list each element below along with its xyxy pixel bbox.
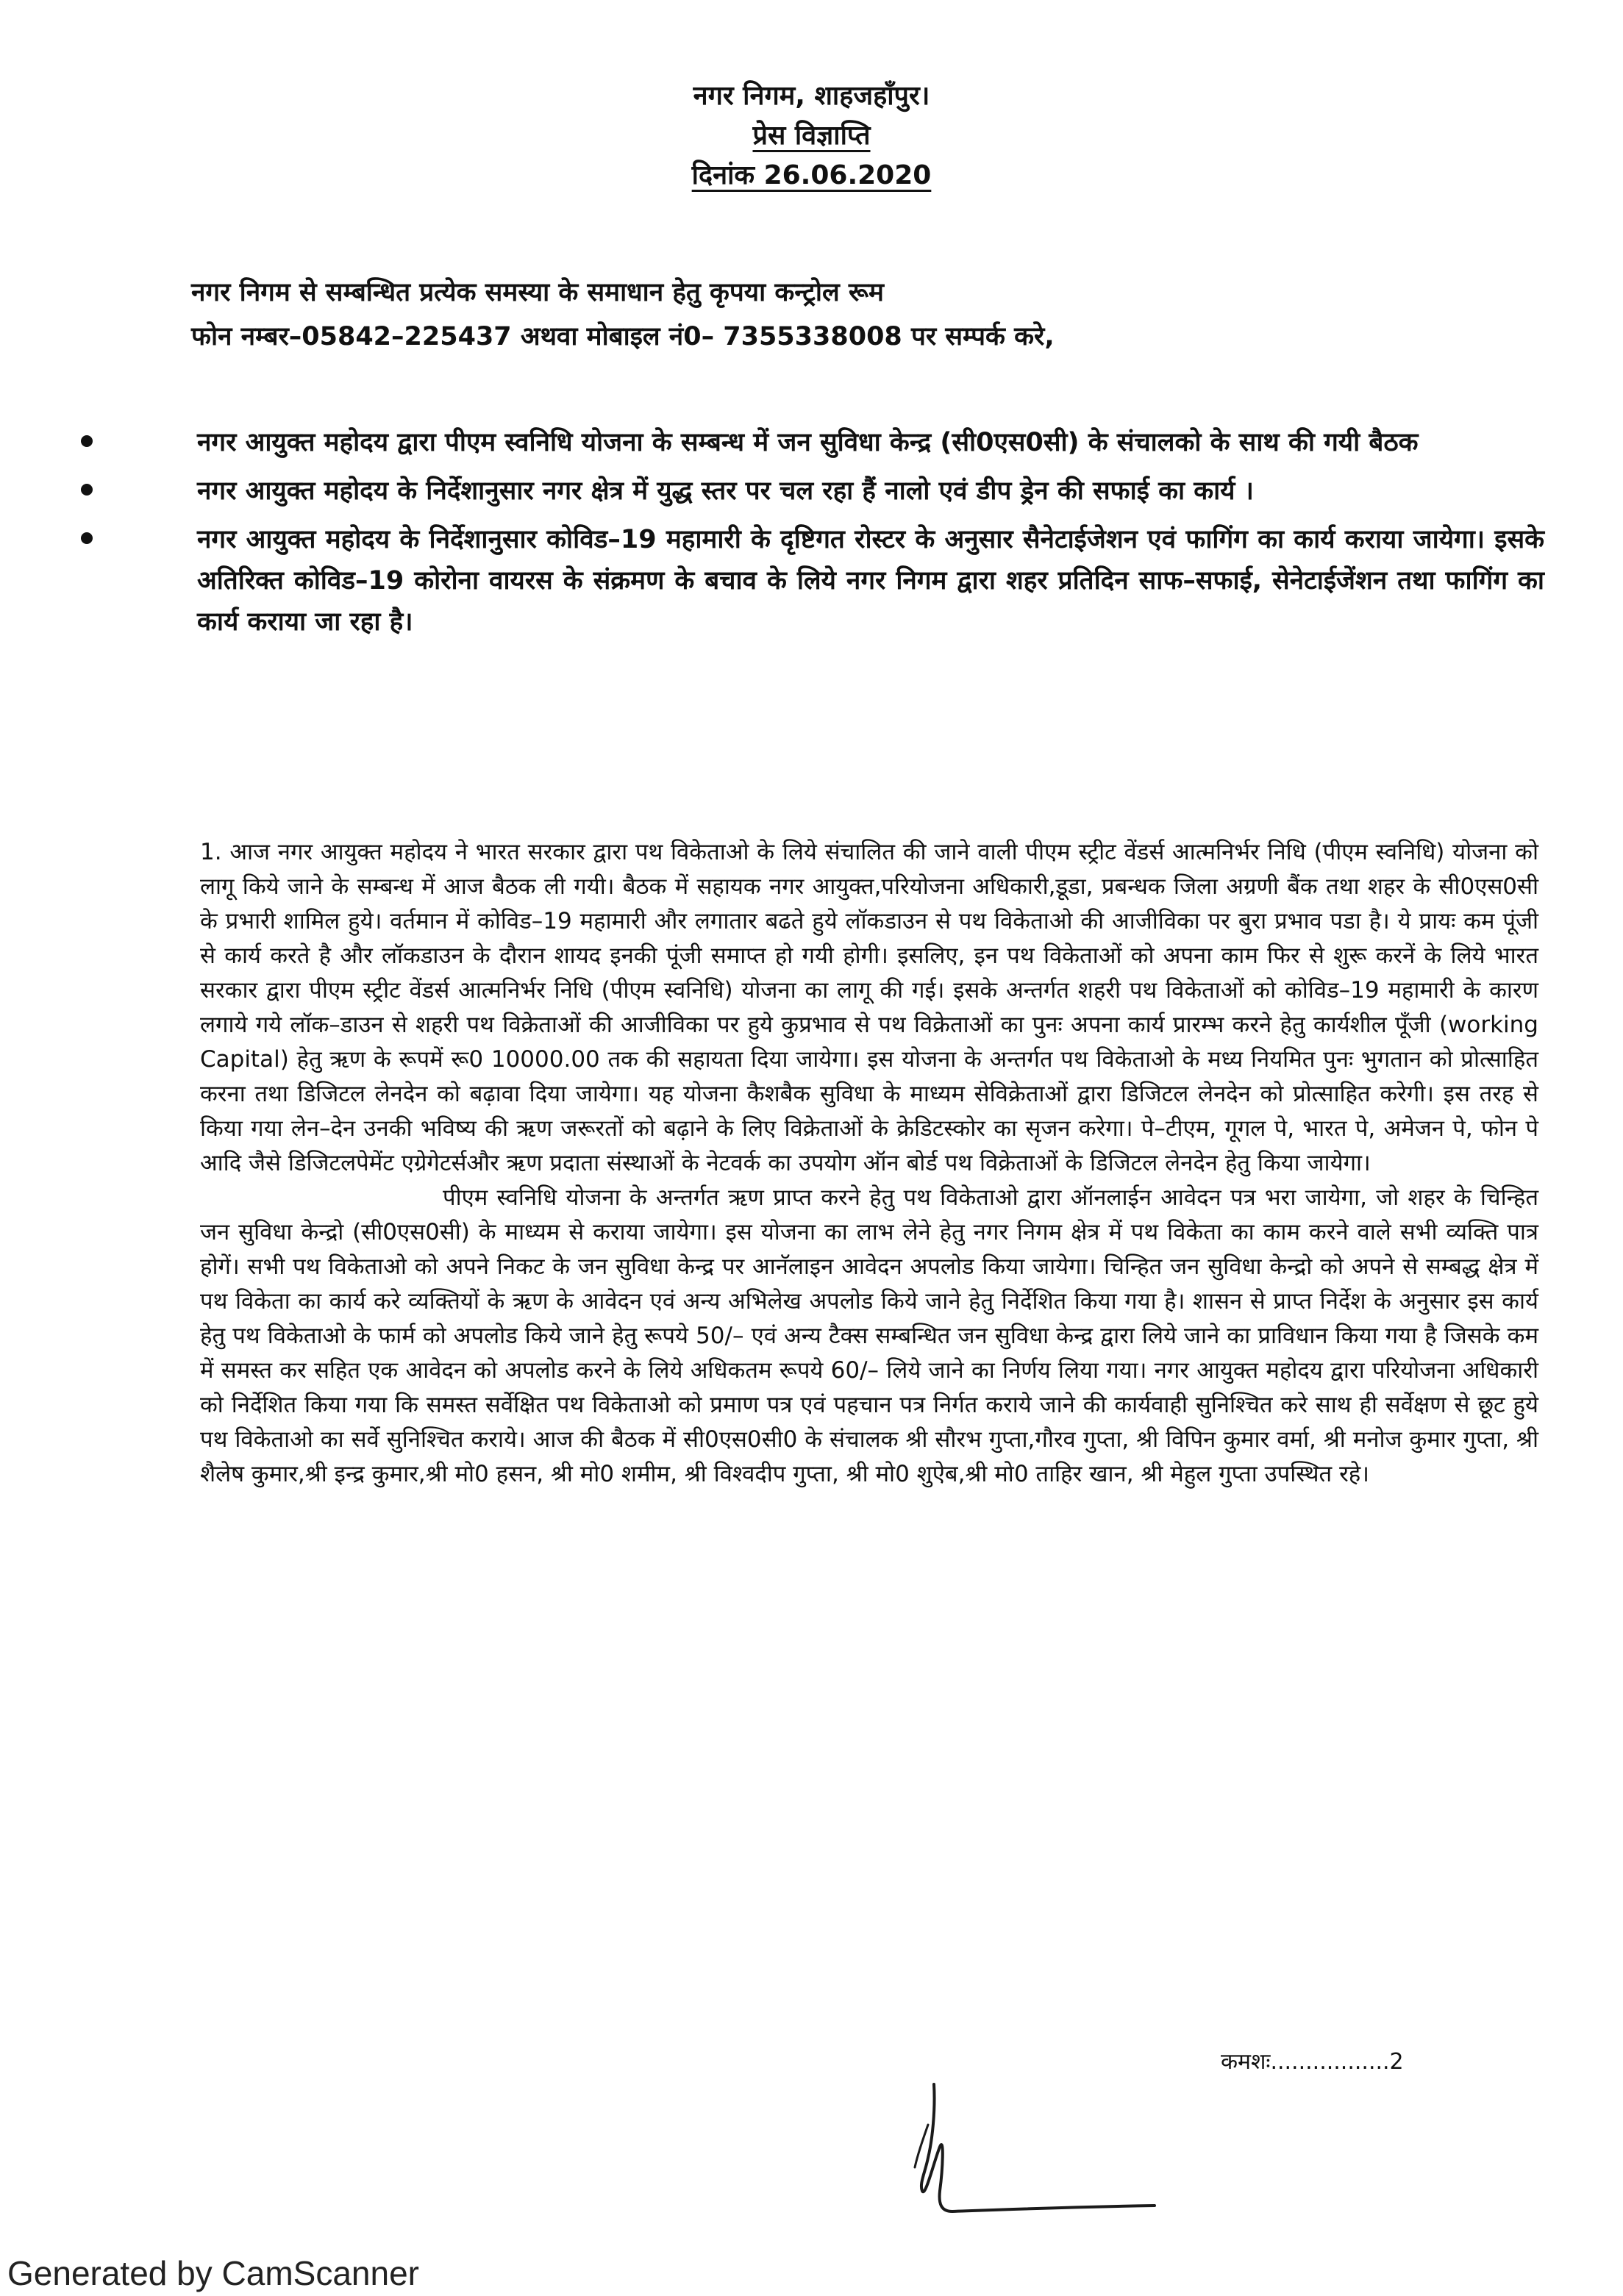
bullet-icon [81,532,93,544]
document-header [0,76,1623,196]
contact-line-1: नगर निगम से सम्बन्धित प्रत्येक समस्या के समाधान हेतु कृपया कन्ट्रोल रूम [191,278,884,307]
body-text [200,835,1538,1492]
signature-icon [846,2081,1162,2228]
bullet-list [81,422,1544,650]
bullet-item [81,471,1544,512]
document-type: प्रेस विज्ञाप्ति [752,121,871,151]
contact-line-2: फोन नम्बर–05842–225437 अथवा मोबाइल नं0– 7355338008 पर सम्पर्क करे, [191,322,1055,351]
organization-name: नगर निगम, शाहजहाँपुर। [693,81,930,111]
scanner-watermark: Generated by CamScanner [7,2254,419,2292]
paragraph-2: पीएम स्वनिधि योजना के अन्तर्गत ऋण प्राप्त करने हेतु पथ विकेताओ द्वारा ऑनलाईन आवेदन पत्र भरा जायेगा, जो शहर के चिन्हित जन सुविधा केन्द्रो (सी0एस0सी) के माध्यम से कराया जायेगा। इस योजना का लाभ लेने हेतु नगर निगम क्षेत्र में पथ विकेता का काम करने वाले सभी व्यक्ति पात्र होगें। सभी पथ विकेताओ को अपने निकट के जन सुविधा केन्द्र पर आनॅलाइन आवेदन अपलोड किया जायेगा। चिन्हित जन सुविधा केन्द्रो को अपने से सम्बद्ध क्षेत्र में पथ विकेता का कार्य करे व्यक्तियों के ऋण के आवेदन एवं अन्य अभिलेख अपलोड किये जाने हेतु निर्देशित किया गया है। शासन से प्राप्त निर्देश के अनुसार इस कार्य हेतु पथ विकेताओ के फार्म को अपलोड किये जाने हेतु रूपये 50/– एवं अन्य टैक्स सम्बन्धित जन सुविधा केन्द्र द्वारा लिये जाने का प्राविधान किया गया है जिसके कम में समस्त कर सहित एक आवेदन को अपलोड करने के लिये अधिकतम रूपये 60/– लिये जाने का निर्णय लिया गया। नगर आयुक्त महोदय द्वारा परियोजना अधिकारी को निर्देशित किया गया कि समस्त सर्वेक्षित पथ विकेताओ को प्रमाण पत्र एवं पहचान पत्र निर्गत कराये जाने की कार्यवाही सुनिश्चित करे साथ ही सर्वेक्षण से छूट हुये पथ विकेताओ का सर्वे सुनिश्चित कराये। आज की बैठक में सी0एस0सी0 के संचालक श्री सौरभ गुप्ता,गौरव गुप्ता, श्री विपिन कुमार वर्मा, श्री मनोज कुमार गुप्ता, श्री शैलेष कुमार,श्री इन्द्र कुमार,श्री मो0 हसन, श्री मो0 शमीम, श्री विश्वदीप गुप्ता, श्री मो0 शुऐब,श्री मो0 ताहिर खान, श्री मेहुल गुप्ता उपस्थित रहे। [200,1184,1538,1487]
bullet-text: नगर आयुक्त महोदय के निर्देशानुसार नगर क्षेत्र में युद्ध स्तर पर चल रहा हैं नालो एवं डीप ड्रेन की सफाई का कार्य । [197,476,1254,506]
bullet-text: नगर आयुक्त महोदय के निर्देशानुसार कोविड–19 महामारी के दृष्टिगत रोस्टर के अनुसार सैनेटाईजेशन एवं फागिंग का कार्य कराया जायेगा। इसके अतिरिक्त कोविड–19 कोरोना वायरस के संक्रमण के बचाव के लिये नगर निगम द्वारा शहर प्रतिदिन साफ–सफाई, सेनेटाईजेंशन तथा फागिंग का कार्य कराया जा रहा है। [197,525,1544,637]
bullet-item [81,422,1544,463]
contact-notice [191,271,1427,359]
continuation-marker: कमशः.................2 [1221,2049,1404,2075]
bullet-icon [81,435,93,447]
paragraph-1: 1. आज नगर आयुक्त महोदय ने भारत सरकार द्वारा पथ विकेताओ के लिये संचालित की जाने वाली पीएम स्ट्रीट वेंडर्स आत्मनिर्भर निधि (पीएम स्वनिधि) योजना को लागू किये जाने के सम्बन्ध में आज बैठक ली गयी। बैठक में सहायक नगर आयुक्त,परियोजना अधिकारी,डूडा, प्रबन्धक जिला अग्रणी बैंक तथा शहर के सी0एस0सी के प्रभारी शामिल हुये। वर्तमान में कोविड–19 महामारी और लगातार बढते हुये लॉकडाउन से पथ विकेताओ की आजीविका पर बुरा प्रभाव पडा है। ये प्रायः कम पूंजी से कार्य करते है और लॉकडाउन के दौरान शायद इनकी पूंजी समाप्त हो गयी होगी। इसलिए, इन पथ विकेताओं को अपना काम फिर से शुरू करनें के लिये भारत सरकार द्वारा पीएम स्ट्रीट वेंडर्स आत्मनिर्भर निधि (पीएम स्वनिधि) योजना का लागू की गई। इसके अन्तर्गत शहरी पथ विकेताओं को कोविड–19 महामारी के कारण लगाये गये लॉक–डाउन से शहरी पथ विक्रेताओं की आजीविका पर हुये कुप्रभाव से पथ विक्रेताओं का पुनः अपना कार्य प्रारम्भ करने हेतु कार्यशील पूँजी (working Capital) हेतु ऋण के रूपमें रू0 10000.00 तक की सहायता दिया जायेगा। इस योजना के अन्तर्गत पथ विकेताओ के मध्य नियमित पुनः भुगतान को प्रोत्साहित करना तथा डिजिटल लेनदेन को बढ़ावा दिया जायेगा। यह योजना कैशबैक सुविधा के माध्यम सेविक्रेताओं द्वारा डिजिटल लेनदेन को प्रोत्साहित करेगी। इस तरह से किया गया लेन–देन उनकी भविष्य की ऋण जरूरतों को बढ़ाने के लिए विक्रेताओं के क्रेडिटस्कोर का सृजन करेगा। पे–टीएम, गूगल पे, भारत पे, अमेजन पे, फोन पे आदि जैसे डिजिटलपेमेंट एग्रेगेटर्सऔर ऋण प्रदाता संस्थाओं के नेटवर्क का उपयोग ऑन बोर्ड पथ विक्रेताओं के डिजिटल लेनदेन हेतु किया जायेगा। [200,839,1538,1176]
bullet-item [81,519,1544,643]
document-date: दिनांक 26.06.2020 [691,160,932,190]
bullet-icon [81,484,93,496]
bullet-text: नगर आयुक्त महोदय द्वारा पीएम स्वनिधि योजना के सम्बन्ध में जन सुविधा केन्द्र (सी0एस0सी) के संचालको के साथ की गयी बैठक [197,428,1419,457]
